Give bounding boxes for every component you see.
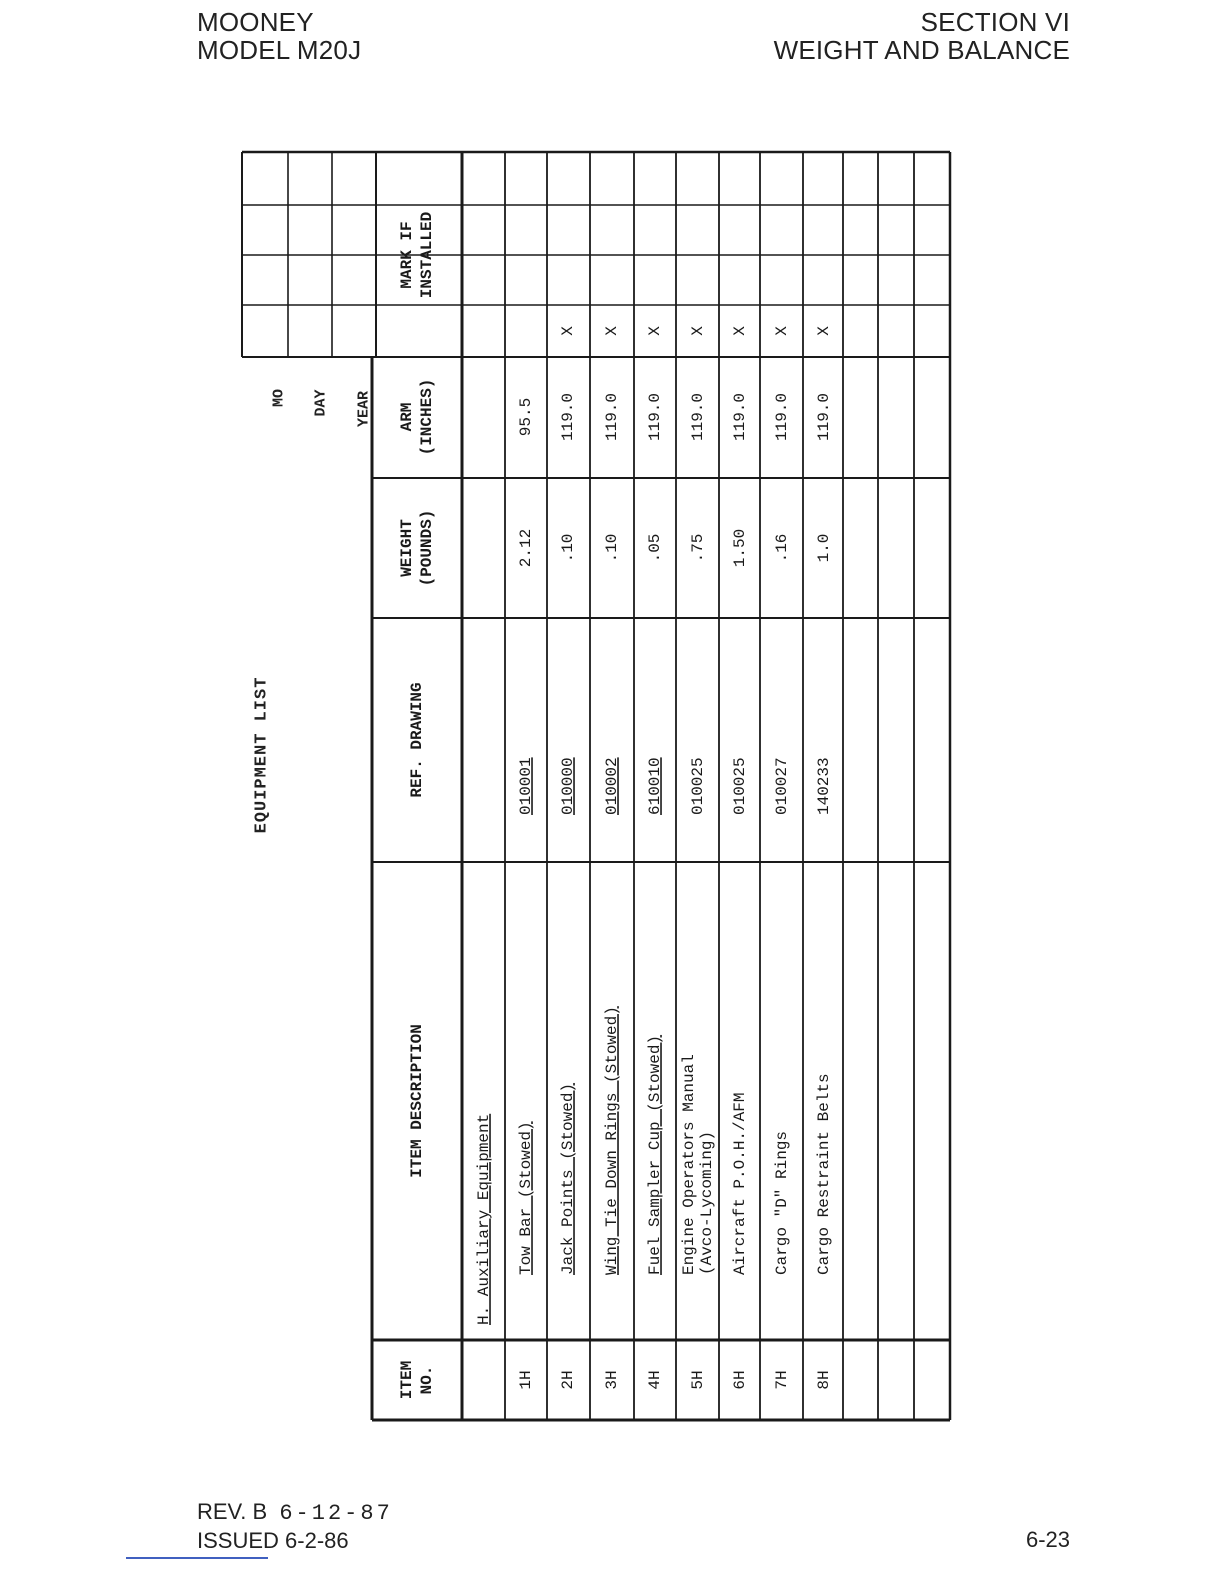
header-weight-units: (POUNDS)	[418, 509, 437, 587]
header-section-number: SECTION VI	[920, 7, 1070, 37]
item-weight: .16	[773, 533, 792, 563]
footer-rule	[126, 1557, 268, 1559]
item-number: 4H	[646, 1370, 665, 1390]
item-number: 8H	[815, 1370, 834, 1390]
ref-drawing: 010001	[517, 757, 536, 815]
installed-mark: X	[731, 326, 750, 336]
footer-rev-date: 6-12-87	[279, 1501, 393, 1526]
ref-drawing: 140233	[815, 757, 834, 815]
installed-mark: X	[773, 326, 792, 336]
item-weight: 2.12	[517, 528, 536, 568]
header-ref-drawing: REF. DRAWING	[408, 682, 427, 798]
installed-mark: X	[603, 326, 622, 336]
item-weight: 1.0	[815, 533, 834, 563]
item-weight: .75	[689, 533, 708, 563]
header-arm: ARM	[398, 402, 417, 432]
section-heading: H. Auxiliary Equipment	[475, 1113, 494, 1325]
footer-revision	[197, 1498, 393, 1554]
item-description: Cargo Restraint Belts	[815, 1073, 834, 1275]
date-label-mo: MO	[270, 388, 288, 408]
ref-drawing: 010027	[773, 757, 792, 815]
installed-mark: X	[646, 326, 665, 336]
item-description: Aircraft P.O.H./AFM	[731, 1092, 750, 1275]
header-section-title: WEIGHT AND BALANCE	[773, 35, 1070, 65]
header-weight: WEIGHT	[398, 519, 417, 577]
item-description: Cargo "D" Rings	[773, 1130, 792, 1275]
item-description: Engine Operators Manual	[680, 1054, 699, 1275]
date-label-year: YEAR	[355, 390, 373, 428]
ref-drawing: 010002	[603, 757, 622, 815]
item-number: 6H	[731, 1370, 750, 1390]
item-arm: 119.0	[603, 392, 622, 442]
footer-issued: ISSUED 6-2-86	[197, 1528, 349, 1553]
equipment-list-title: EQUIPMENT LIST	[252, 676, 272, 834]
item-number: 1H	[517, 1370, 536, 1390]
item-description: Fuel Sampler Cup (Stowed)	[646, 1034, 665, 1275]
item-weight: .10	[603, 533, 622, 563]
ref-drawing: 010000	[559, 757, 578, 815]
item-arm: 119.0	[815, 392, 834, 442]
footer-page-number: 6-23	[1025, 1527, 1070, 1552]
header-mark-2: INSTALLED	[418, 211, 437, 299]
ref-drawing: 610010	[646, 757, 665, 815]
item-weight: 1.50	[731, 528, 750, 568]
ref-drawing: 010025	[689, 757, 708, 815]
header-item-no-2: NO.	[418, 1365, 437, 1395]
item-number: 3H	[603, 1370, 622, 1390]
header-mark: MARK IF	[398, 221, 417, 289]
date-label-day: DAY	[312, 389, 330, 417]
item-number: 5H	[689, 1370, 708, 1390]
item-arm: 95.5	[517, 397, 536, 437]
item-arm: 119.0	[646, 392, 665, 442]
header-arm-units: (INCHES)	[418, 378, 437, 456]
installed-mark: X	[815, 326, 834, 336]
header-description: ITEM DESCRIPTION	[408, 1024, 427, 1178]
item-description-2: (Avco-Lycoming)	[698, 1130, 717, 1275]
ref-drawing: 010025	[731, 757, 750, 815]
item-weight: .05	[646, 533, 665, 563]
item-description: Jack Points (Stowed)	[559, 1082, 578, 1275]
item-arm: 119.0	[689, 392, 708, 442]
item-arm: 119.0	[731, 392, 750, 442]
header-item-no: ITEM	[398, 1360, 417, 1400]
footer-rev-label: REV. B	[197, 1499, 268, 1524]
installed-mark: X	[559, 326, 578, 336]
installed-mark: X	[689, 326, 708, 336]
item-description: Wing Tie Down Rings (Stowed)	[603, 1006, 622, 1275]
table-grid	[242, 152, 950, 1420]
item-number: 2H	[559, 1370, 578, 1390]
item-arm: 119.0	[773, 392, 792, 442]
item-arm: 119.0	[559, 392, 578, 442]
header-model-name: MODEL M20J	[197, 35, 362, 65]
item-weight: .10	[559, 533, 578, 563]
item-number: 7H	[773, 1370, 792, 1390]
header-manufacturer: MOONEY	[197, 7, 314, 37]
item-description: Tow Bar (Stowed)	[517, 1121, 536, 1275]
